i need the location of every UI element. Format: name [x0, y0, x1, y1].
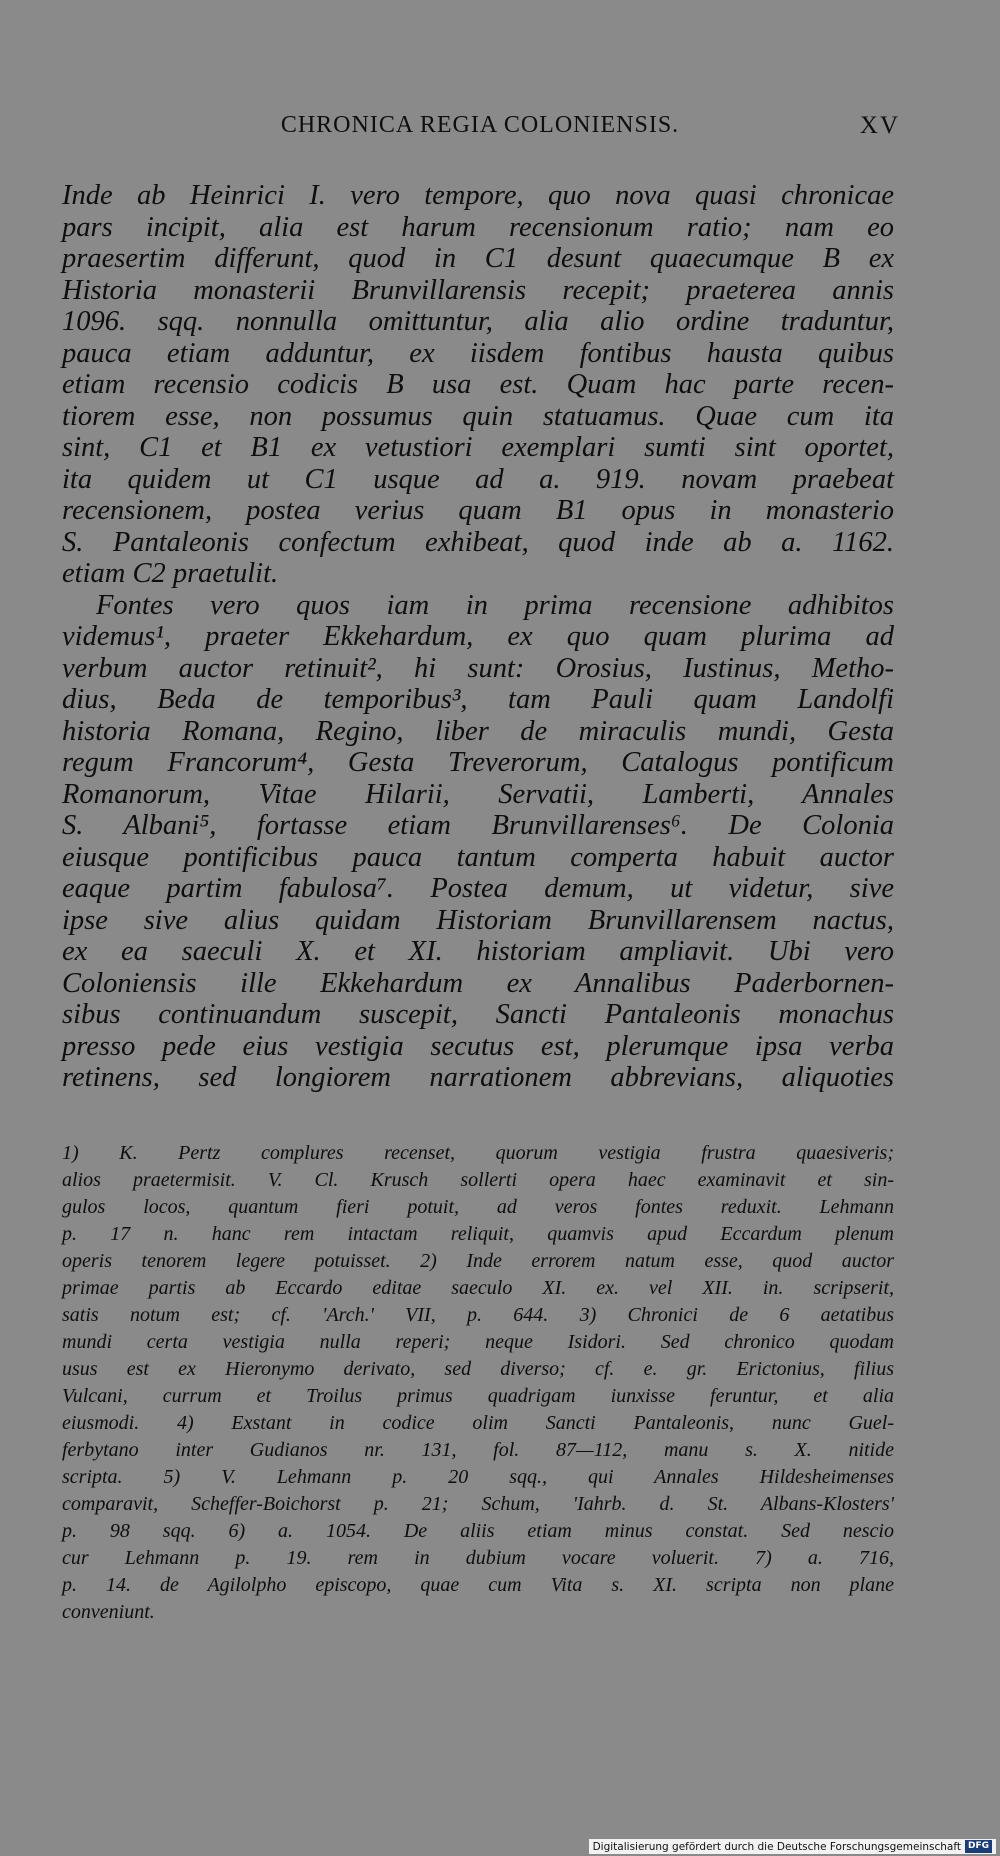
digitization-credit — [589, 1839, 996, 1854]
text-line: historia Romana, Regino, liber de miraculis mundi, Gesta — [62, 715, 894, 747]
text-line: sint, C1 et B1 ex vetustiori exemplari sumti sint oportet, — [62, 432, 894, 463]
text-line: regum Francorum⁴, Gesta Treverorum, Catalogus pontificum — [62, 747, 894, 778]
text-line: Historia monasterii Brunvillarensis recepit; praeterea annis — [62, 274, 894, 306]
text-line: etiam C2 praetulit. — [62, 558, 279, 589]
text-line: sibus continuandum suscepit, Sancti Pantaleonis monachus — [62, 999, 894, 1030]
text-line: tiorem esse, non possumus quin statuamus. Quae cum ita — [62, 400, 894, 432]
dfg-logo: DFG — [965, 1840, 992, 1853]
footnote-line: alios praetermisit. V. Cl. Krusch sollerti opera haec examinavit et sin- — [62, 1169, 894, 1191]
footnote-line: p. 17 n. hanc rem intactam reliquit, quamvis apud Eccardum plenum — [62, 1223, 894, 1245]
footnotes — [62, 1140, 894, 1626]
text-line: pars incipit, alia est harum recensionum ratio; nam eo — [62, 211, 894, 243]
running-head — [60, 112, 900, 146]
footnote-line: operis tenorem legere potuisset. 2) Inde errorem natum esse, quod auctor — [62, 1250, 894, 1272]
footnote-line: p. 98 sqq. 6) a. 1054. De aliis etiam minus constat. Sed nescio — [62, 1520, 894, 1542]
footnote-line: scripta. 5) V. Lehmann p. 20 sqq., qui Annales Hildesheimenses — [62, 1466, 894, 1488]
text-line: etiam recensio codicis B usa est. Quam hac parte recen- — [62, 369, 894, 400]
text-line: Inde ab Heinrici I. vero tempore, quo nova quasi chronicae — [62, 180, 894, 211]
text-line: videmus¹, praeter Ekkehardum, ex quo quam plurima ad — [62, 621, 894, 652]
text-line: ipse sive alius quidam Historiam Brunvillarensem nactus, — [62, 904, 894, 936]
footnote-line: usus est ex Hieronymo derivato, sed diverso; cf. e. gr. Erictonius, filius — [62, 1358, 894, 1380]
text-line: S. Albani⁵, fortasse etiam Brunvillarenses⁶. De Colonia — [62, 810, 894, 841]
text-line: verbum auctor retinuit², hi sunt: Orosius, Iustinus, Metho- — [62, 652, 894, 684]
text-line: presso pede eius vestigia secutus est, plerumque ipsa verba — [62, 1030, 894, 1062]
main-text — [62, 180, 894, 1094]
footnote-line: comparavit, Scheffer-Boichorst p. 21; Schum, 'Iahrb. d. St. Albans-Klosters' — [62, 1493, 894, 1515]
footnote-line: cur Lehmann p. 19. rem in dubium vocare voluerit. 7) a. 716, — [62, 1547, 894, 1569]
text-line: S. Pantaleonis confectum exhibeat, quod inde ab a. 1162. — [62, 526, 894, 558]
text-line: eaque partim fabulosa⁷. Postea demum, ut videtur, sive — [62, 873, 894, 904]
text-line: Romanorum, Vitae Hilarii, Servatii, Lamberti, Annales — [62, 778, 894, 810]
footnote-line: eiusmodi. 4) Exstant in codice olim Sancti Pantaleonis, nunc Guel- — [62, 1412, 894, 1434]
text-line: praesertim differunt, quod in C1 desunt quaecumque B ex — [62, 243, 894, 274]
running-title: CHRONICA REGIA COLONIENSIS. — [280, 112, 680, 138]
footnote-line: p. 14. de Agilolpho episcopo, quae cum Vita s. XI. scripta non plane — [62, 1574, 894, 1596]
footnote-line: ferbytano inter Gudianos nr. 131, fol. 87—112, manu s. X. nitide — [62, 1439, 894, 1461]
text-line: Fontes vero quos iam in prima recensione adhibitos — [96, 589, 894, 621]
text-line: 1096. sqq. nonnulla omittuntur, alia alio ordine traduntur, — [62, 306, 894, 337]
text-line: ex ea saeculi X. et XI. historiam ampliavit. Ubi vero — [62, 936, 894, 967]
footnote-line: 1) K. Pertz complures recenset, quorum vestigia frustra quaesiveris; — [62, 1142, 894, 1164]
text-line: dius, Beda de temporibus³, tam Pauli quam Landolfi — [62, 684, 894, 715]
footnote-line: satis notum est; cf. 'Arch.' VII, p. 644. 3) Chronici de 6 aetatibus — [62, 1304, 894, 1326]
footnote-line: conveniunt. — [62, 1601, 155, 1623]
text-line: Coloniensis ille Ekkehardum ex Annalibus Paderbornen- — [62, 967, 894, 999]
text-line: retinens, sed longiorem narrationem abbrevians, aliquoties — [62, 1062, 894, 1093]
text-line: pauca etiam adduntur, ex iisdem fontibus hausta quibus — [62, 337, 894, 369]
text-line: eiusque pontificibus pauca tantum comperta habuit auctor — [62, 841, 894, 873]
page-number: XV — [859, 112, 900, 139]
footnote-line: gulos locos, quantum fieri potuit, ad veros fontes reduxit. Lehmann — [62, 1196, 894, 1218]
text-line: ita quidem ut C1 usque ad a. 919. novam praebeat — [62, 463, 894, 495]
footnote-line: mundi certa vestigia nulla reperi; neque Isidori. Sed chronico quodam — [62, 1331, 894, 1353]
credit-text: Digitalisierung gefördert durch die Deutsche Forschungsgemeinschaft — [592, 1840, 961, 1853]
text-line: recensionem, postea verius quam B1 opus in monasterio — [62, 495, 894, 526]
footnote-line: primae partis ab Eccardo editae saeculo XI. ex. vel XII. in. scripserit, — [62, 1277, 894, 1299]
footnote-line: Vulcani, currum et Troilus primus quadrigam iunxisse feruntur, et alia — [62, 1385, 894, 1407]
